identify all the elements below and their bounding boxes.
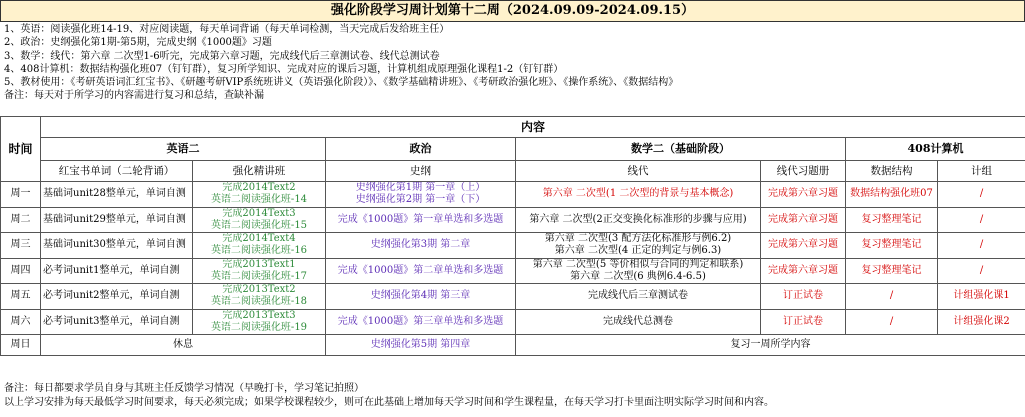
reading-cell-line: 英语二阅读强化班-19 [210,321,308,333]
linear-book-cell-line: 完成第六章习题 [768,213,838,225]
day-cell [1,309,41,335]
ds-cell-line: / [889,315,894,327]
ds-cell [846,284,938,310]
ds-cell [846,309,938,335]
co-cell-line: / [979,239,984,251]
reading-header: 强化精讲班 [193,161,326,182]
linear-book-cell-line: 订正试卷 [783,290,823,302]
politics-cell-line: 完成《1000题》第一章单选和多选题 [337,213,504,225]
vocab-cell [41,207,193,233]
co-cell-line: / [979,188,984,200]
politics-cell [326,233,516,259]
co-cell [938,309,1025,335]
ds-cell [846,233,938,259]
linear-cell-line: 第六章 二次型(6 典例6.4-6.5) [570,270,706,282]
linear-book-cell-line: 完成第六章习题 [768,264,838,276]
reading-cell-line: 完成2013Text3 [222,309,296,321]
co-cell-line: 计组强化课1 [953,290,1010,302]
linear-cell-line: 第六章 二次型(4 正定的判定与例6.3) [554,245,722,257]
politics-cell [326,207,516,233]
day-cell-line: 周六 [10,315,31,327]
politics-cell-line: 史纲强化第1期 第一章（上） [355,182,486,194]
ds-cell-line: 复习整理笔记 [861,264,922,276]
table-row [1,309,1025,335]
table-row [1,335,1025,356]
note-line: 5、教材使用：《考研英语词汇红宝书》、《研趣考研VIP系统班讲义（英语强化阶段）》、《数学基础精讲班》、《考研政治强化班》、《操作系统》、《数据结构》 [4,77,679,89]
note-line: 3、数学：线代：第六章 二次型1-6听完，完成第六章习题，完成线代后三章测试卷、线代总测试卷 [4,50,440,62]
day-cell-line: 周四 [10,264,31,276]
time-header: 时间 [1,117,41,182]
day-cell [1,207,41,233]
co-cell [938,233,1025,259]
ds-cell [846,258,938,284]
linear-cell [516,258,761,284]
reading-cell [193,207,326,233]
vocab-cell [41,233,193,259]
reading-cell [193,309,326,335]
vocab-cell [41,309,193,335]
co-cell [938,284,1025,310]
linear-cell [516,309,761,335]
english-header: 英语二 [41,138,326,161]
footer-line: 以上学习安排为每天最低学习时间要求，每天必须完成；如果学校课程较少，则可在此基础上增加每天学习时间和学生课程量，在每天学习打卡里面注明实际学习时间和内容。 [4,397,774,408]
day-cell-line: 周一 [10,188,31,200]
day-cell [1,233,41,259]
linear-book-cell-line: 完成第六章习题 [768,188,838,200]
vocab-cell [41,258,193,284]
ds-cell-line: 复习整理笔记 [861,213,922,225]
ds-cell-line: 数据结构强化班07 [850,188,933,200]
day-cell [1,258,41,284]
reading-cell-line: 英语二阅读强化班-16 [210,245,308,257]
table-row [1,258,1025,284]
linear-book-cell [761,233,846,259]
politics-cell [326,258,516,284]
linear-cell-line: 第六章 二次型(1 二次型的背景与基本概念) [542,188,734,200]
reading-cell-line: 完成2013Text2 [222,284,296,296]
politics-cell [326,284,516,310]
linear-cell-line: 第六章 二次型(3 配方法化标准形与例6.2) [544,233,732,245]
co-cell-line: / [979,264,984,276]
table-row [1,233,1025,259]
linear-book-header: 线代习题册 [761,161,846,182]
linear-cell-line: 第六章 二次型(5 等价相似与合同的判定和联系) [532,258,744,270]
vocab-cell-line: 必考词unit2整单元，单词自测 [43,290,180,302]
history-header: 史纲 [326,161,516,182]
page-title: 强化阶段学习周计划第十二周（2024.09.09-2024.09.15） [0,0,1025,22]
vocab-cell [41,182,193,208]
co-cell-line: / [979,213,984,225]
vocab-cell-line: 基础词unit30整单元，单词自测 [43,239,186,251]
linear-cell-line: 完成线代后三章测试卷 [588,290,688,302]
co-cell [938,258,1025,284]
co-cell-line: 计组强化课2 [953,315,1010,327]
politics-cell-line: 史纲强化第2期 第一章（下） [355,194,486,206]
reading-cell [193,233,326,259]
linear-book-cell-line: 订正试卷 [783,315,823,327]
plan-notes [4,23,1019,103]
reading-cell [193,284,326,310]
vocab-cell-line: 基础词unit28整单元，单词自测 [43,188,186,200]
day-cell-line: 周三 [10,239,31,251]
politics-cell-line: 完成《1000题》第三章单选和多选题 [337,315,504,327]
linear-cell-line: 完成线代总测卷 [603,315,673,327]
politics-cell-line: 史纲强化第5期 第四章 [370,339,471,350]
math-header: 数学二（基础阶段） [516,138,846,161]
ds-cell [846,182,938,208]
ds-cell [846,207,938,233]
reading-cell-line: 完成2014Text2 [222,182,296,194]
ds-cell-line: / [889,290,894,302]
co-cell [938,182,1025,208]
ds-cell-line: 复习整理笔记 [861,239,922,251]
linear-book-cell [761,182,846,208]
day-cell [1,284,41,310]
note-line: 备注：每天对于所学习的内容需进行复习和总结，查缺补漏 [4,90,264,102]
reading-cell-line: 英语二阅读强化班-15 [210,219,308,231]
linear-cell [516,284,761,310]
rest-cell-line: 休息 [173,339,193,350]
table-row [1,207,1025,233]
politics-cell [326,309,516,335]
reading-cell-line: 英语二阅读强化班-18 [210,296,308,308]
vocab-header: 红宝书单词（二轮背诵） [41,161,193,182]
day-cell [1,182,41,208]
review-cell-line: 复习一周所学内容 [730,339,811,350]
linear-book-cell [761,258,846,284]
day-cell-line: 周日 [10,339,31,350]
co-header: 计组 [938,161,1025,182]
linear-cell-line: 第六章 二次型(2正交变换化标准形的步骤与应用) [529,213,747,225]
table-row [1,284,1025,310]
note-line: 4、408计算机：数据结构强化班07（钉钉群），复习所学知识、完成对应的课后习题，计算机组成原理强化课程1-2（钉钉群） [4,63,564,75]
politics-cell-line: 史纲强化第3期 第二章 [370,239,471,251]
reading-cell [193,182,326,208]
footer-line: 备注：每日都要求学员自身与其班主任反馈学习情况（早晚打卡，学习笔记拍照） [4,383,364,394]
content-header: 内容 [41,117,1025,138]
vocab-cell-line: 必考词unit3整单元，单词自测 [43,315,180,327]
note-line: 1、英语：阅读强化班14-19、对应阅读题，每天单词背诵（每天单词检测，当天完成后发给班主任） [4,24,450,35]
politics-cell-line: 史纲强化第4期 第三章 [370,290,471,302]
day-cell [1,335,41,356]
ds-header: 数据结构 [846,161,938,182]
politics-header: 政治 [326,138,516,161]
linear-cell [516,182,761,208]
co-cell [938,207,1025,233]
note-line: 2、政治：史纲强化第1期-第5期，完成史纲《1000题》习题 [4,37,272,49]
vocab-cell-line: 基础词unit29整单元，单词自测 [43,213,186,225]
rest-cell [41,335,326,356]
vocab-cell-line: 必考词unit1整单元，单词自测 [43,264,180,276]
linear-cell [516,233,761,259]
table-row [1,182,1025,208]
politics-cell-line: 完成《1000题》第二章单选和多选题 [337,264,504,276]
linear-book-cell [761,284,846,310]
politics-cell [326,182,516,208]
reading-cell-line: 完成2014Text4 [222,233,296,245]
reading-cell-line: 完成2014Text3 [222,207,296,219]
politics-cell [326,335,516,356]
linear-book-cell-line: 完成第六章习题 [768,239,838,251]
cs-header: 408计算机 [846,138,1025,161]
linear-book-cell [761,309,846,335]
reading-cell-line: 完成2013Text1 [222,258,296,270]
footer-notes [4,382,1019,410]
linear-header: 线代 [516,161,761,182]
linear-cell [516,207,761,233]
day-cell-line: 周二 [10,213,31,225]
schedule-table [0,116,1025,356]
review-cell [516,335,1025,356]
reading-cell [193,258,326,284]
reading-cell-line: 英语二阅读强化班-14 [210,194,308,206]
reading-cell-line: 英语二阅读强化班-17 [210,270,308,282]
day-cell-line: 周五 [10,290,31,302]
vocab-cell [41,284,193,310]
linear-book-cell [761,207,846,233]
